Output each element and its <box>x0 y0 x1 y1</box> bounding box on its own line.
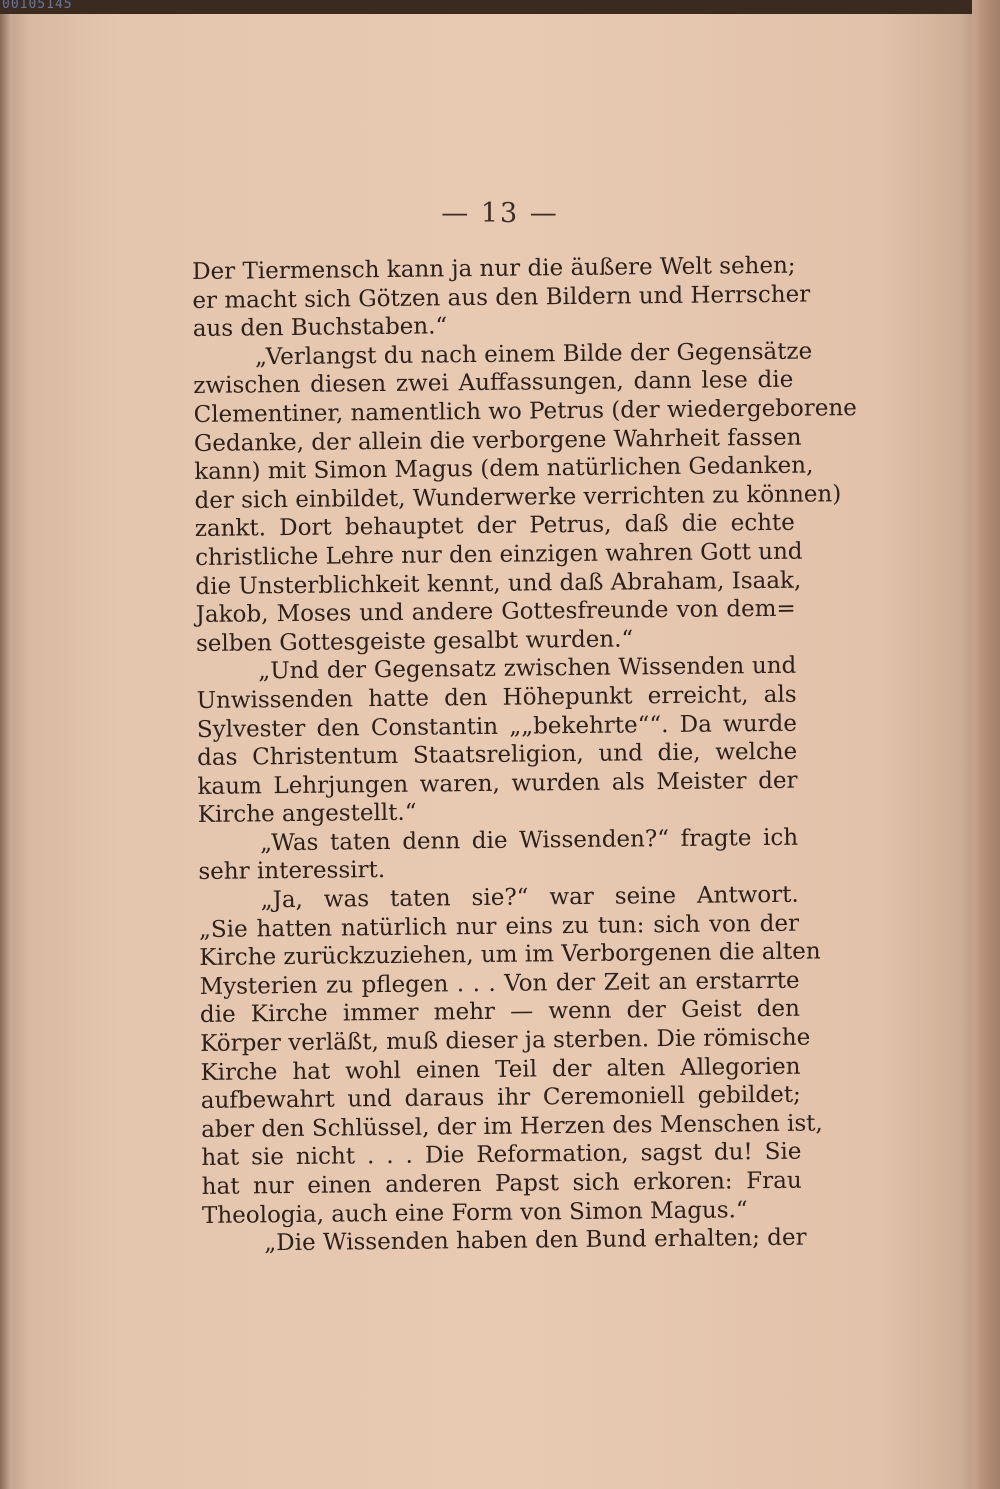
text-line: zankt. Dort behauptet der Petrus, daß die echte <box>194 510 795 543</box>
scan-top-strip <box>0 0 1000 14</box>
body-text <box>192 252 857 1259</box>
text-line: der sich einbildet, Wunderwerke verrichten zu können) <box>194 480 842 514</box>
text-line: Kirche angestellt.“ <box>197 799 417 829</box>
text-line: aber den Schlüssel, der im Herzen des Menschen ist, <box>200 1110 823 1143</box>
text-line: Mysterien zu pflegen . . . Von der Zeit an erstarrte <box>199 967 800 1000</box>
text-line: Gedanke, der allein die verborgene Wahrheit fassen <box>193 424 802 457</box>
page-number: — 13 — <box>441 198 559 229</box>
text-line: aufbewahrt und daraus ihr Ceremoniell gebildet; <box>200 1081 801 1115</box>
text-line: kann) mit Simon Magus (dem natürlichen Gedanken, <box>194 452 814 486</box>
text-line: Theologia, auch eine Form von Simon Magus.“ <box>201 1196 748 1229</box>
text-line: selben Gottesgeiste gesalbt wurden.“ <box>195 626 634 657</box>
page-left-edge <box>0 14 12 1489</box>
text-line: Der Tiermensch kann ja nur die äußere Welt sehen; <box>192 252 796 285</box>
text-line: hat nur einen anderen Papst sich erkoren: Frau <box>201 1167 802 1200</box>
text-line: kaum Lehrjungen waren, wurden als Meister der <box>197 767 798 800</box>
text-line: „Und der Gegensatz zwischen Wissenden und <box>258 653 797 685</box>
text-line: „Sie hatten natürlich nur eins zu tun: sich von der <box>198 910 800 943</box>
text-line: er macht sich Götzen aus den Bildern und Herrscher <box>192 281 811 314</box>
text-line: zwischen diesen zwei Auffassungen, dann lese die <box>193 367 794 400</box>
text-line: die Unsterblichkeit kennt, und daß Abraham, Isaak, <box>195 567 802 600</box>
text-line: das Christentum Staatsreligion, und die, welche <box>197 738 798 772</box>
text-line: sehr interessirt. <box>198 857 386 886</box>
scan-id-label: 00105145 <box>2 0 73 12</box>
text-line: Kirche zurückzuziehen, um im Verborgenen die alten <box>199 938 821 972</box>
text-line: „Ja, was taten sie?“ war seine Antwort. <box>260 881 799 914</box>
text-line: Clementiner, namentlich wo Petrus (der wiedergeborene <box>193 395 857 428</box>
text-line: Kirche hat wohl einen Teil der alten Allegorien <box>200 1053 801 1086</box>
text-line: hat sie nicht . . . Die Reformation, sagst du! Sie <box>201 1139 802 1172</box>
text-line: Körper verläßt, muß dieser ja sterben. Die römische <box>200 1024 811 1057</box>
text-line: Sylvester den Constantin „„bekehrte““. Da wurde <box>196 710 798 743</box>
text-line: christliche Lehre nur den einzigen wahren Gott und <box>195 538 803 571</box>
text-line: „Verlangst du nach einem Bilde der Gegensätze <box>254 338 813 371</box>
text-line: „Was taten denn die Wissenden?“ fragte ich <box>259 824 799 857</box>
text-line: Unwissenden hatte den Höhepunkt erreicht, als <box>196 681 797 714</box>
text-line: Jakob, Moses und andere Gottesfreunde von dem= <box>195 595 796 629</box>
text-line: die Kirche immer mehr — wenn der Geist den <box>199 996 801 1029</box>
text-line: „Die Wissenden haben den Bund erhalten; der <box>264 1224 807 1257</box>
text-line: aus den Buchstaben.“ <box>192 313 448 343</box>
